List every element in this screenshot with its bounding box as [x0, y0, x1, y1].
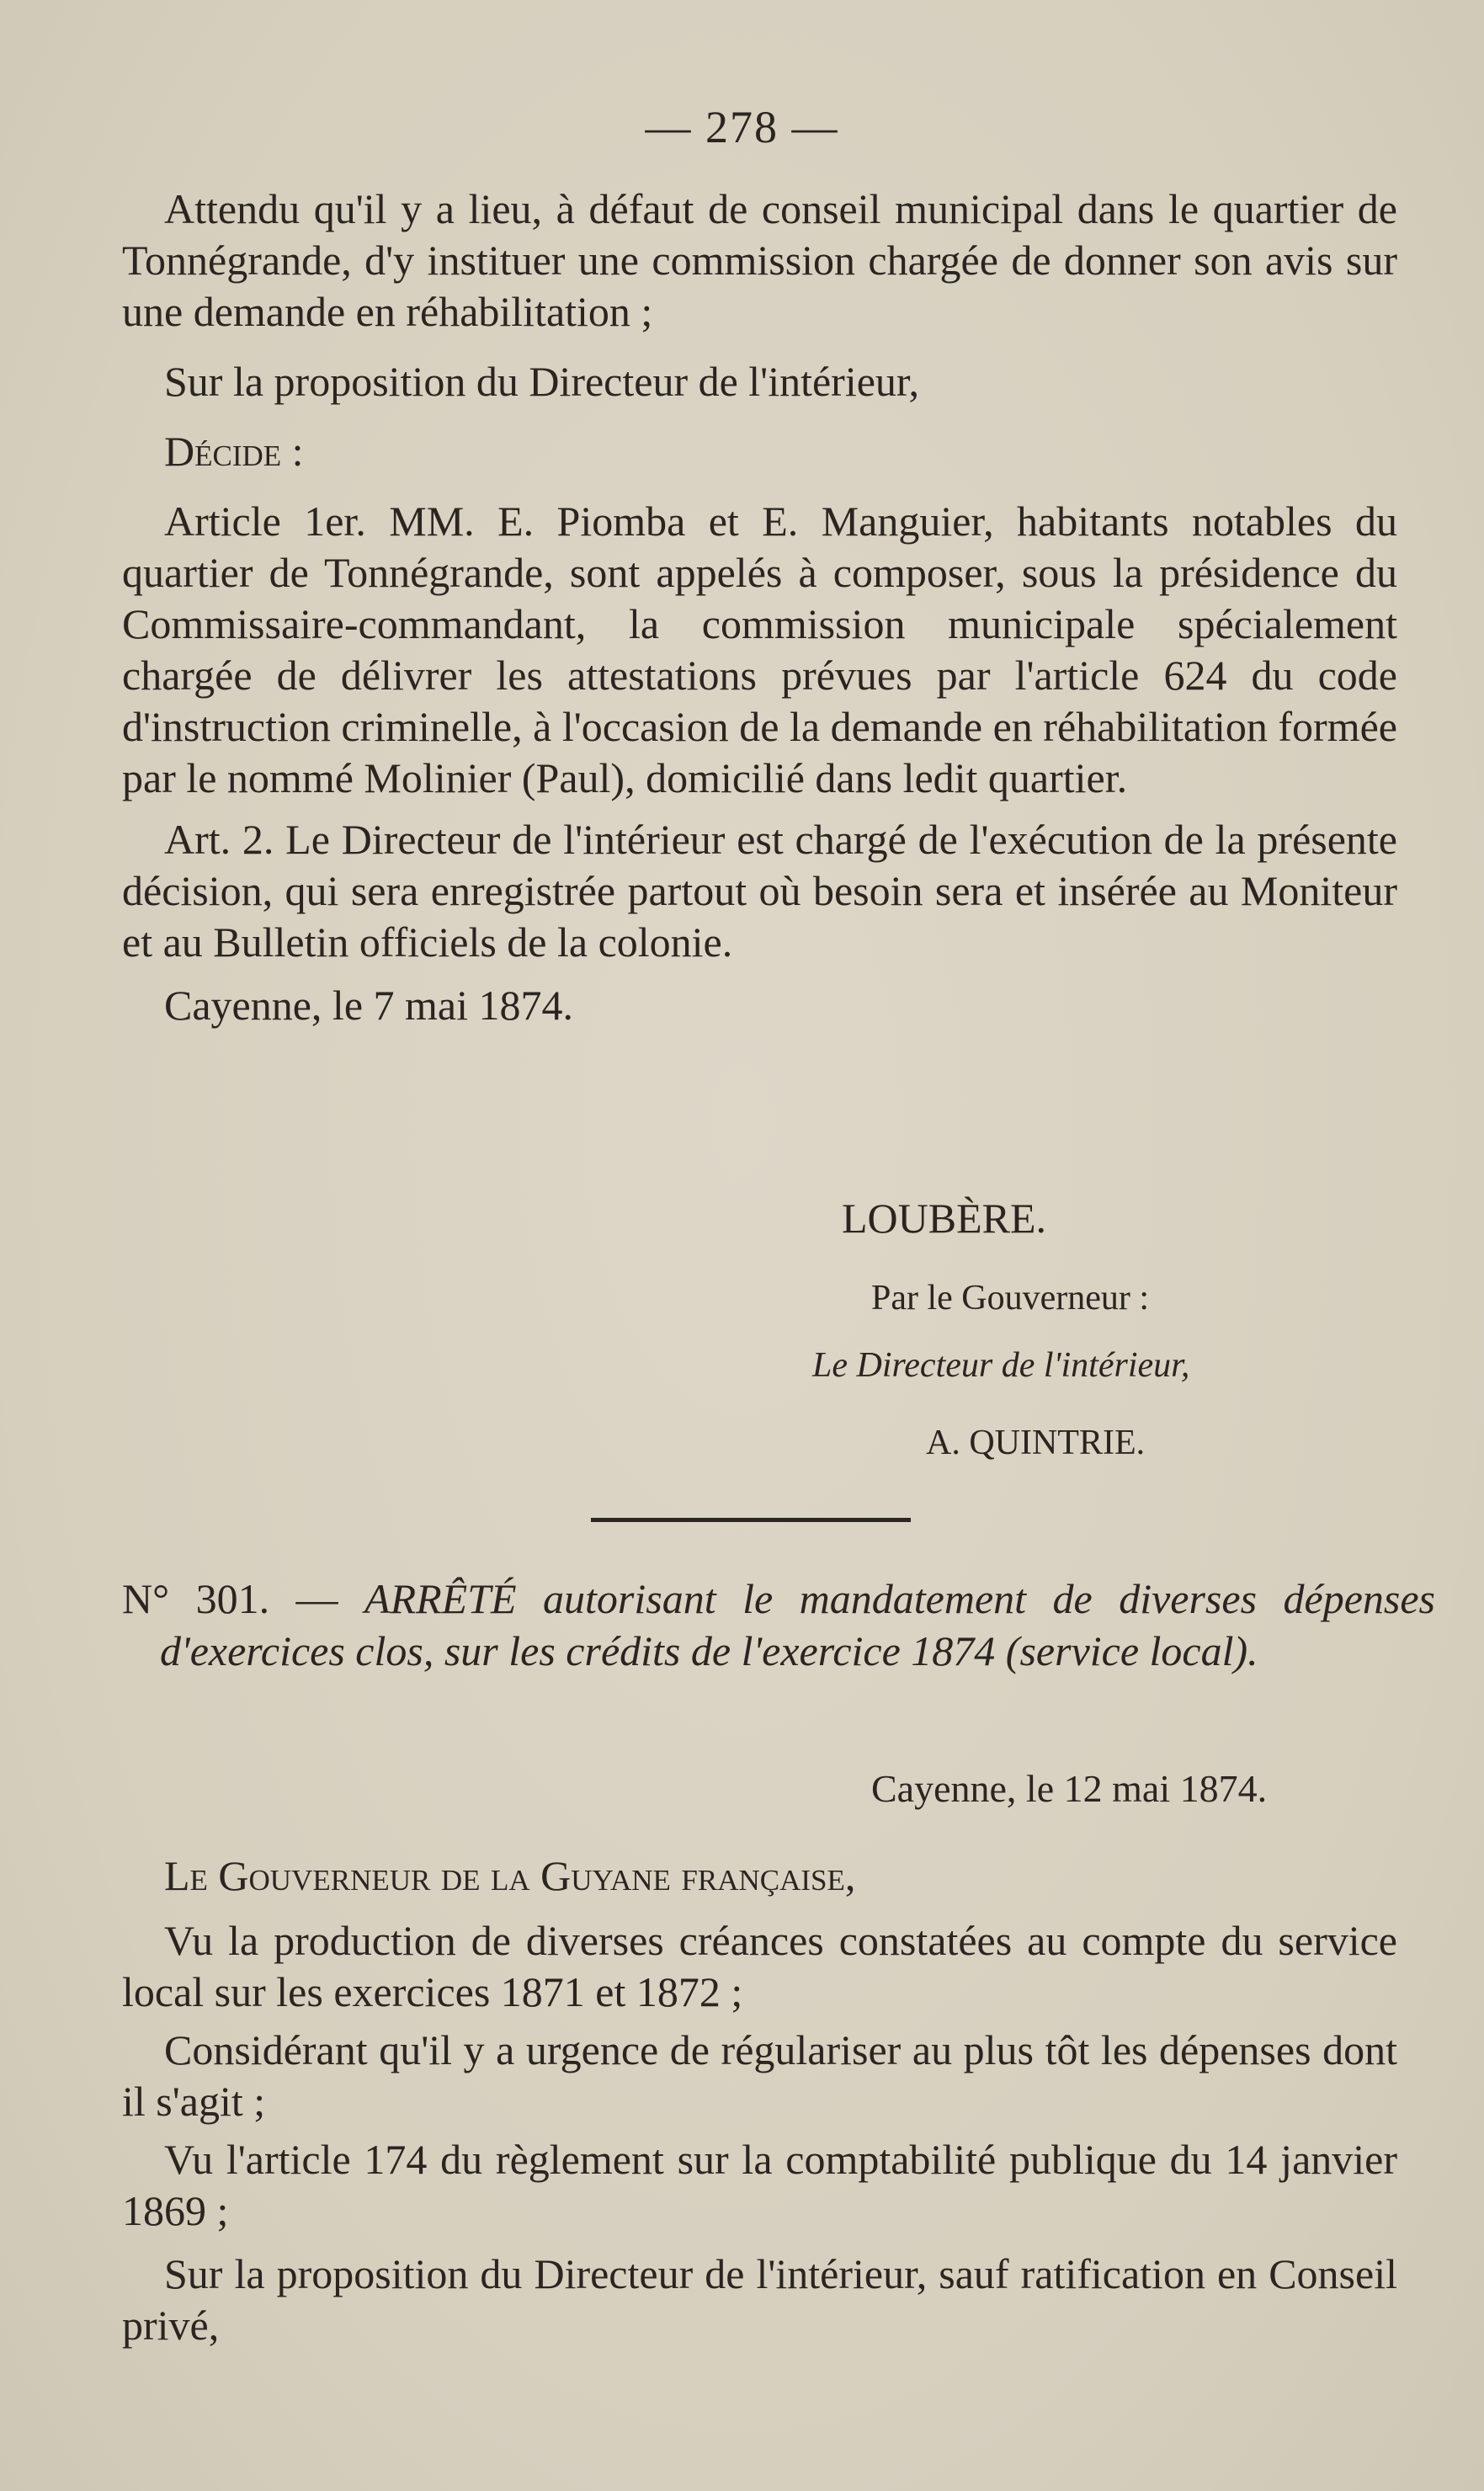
arrete-date: Cayenne, le 12 mai 1874. — [871, 1767, 1268, 1810]
vu-article: Vu l'article 174 du règlement sur la comptabilité publique du 14 janvier 1869 ; — [122, 2136, 1397, 2234]
article-2: Art. 2. Le Directeur de l'intérieur est chargé de l'exécution de la présente décision, qui sera enregistrée partout où besoin sera et insérée au Moniteur et au Bulletin officiels de la colonie. — [122, 816, 1397, 966]
sur-proposition: Sur la proposition du Directeur de l'intérieur, sauf ratification en Conseil privé, — [122, 2250, 1397, 2349]
paragraph-attendu: Attendu qu'il y a lieu, à défaut de conseil municipal dans le quartier de Tonnégrande, d'y instituer une commission chargée de donner son avis sur une demande en réhabilitation ; — [122, 185, 1397, 335]
decide-heading: Décide : — [164, 428, 304, 475]
signature-loubere: LOUBÈRE. — [842, 1195, 1047, 1242]
gouverneur-line: Le Gouverneur de la Guyane française, — [164, 1852, 856, 1899]
par-le-gouverneur: Par le Gouverneur : — [871, 1279, 1150, 1317]
vu-production: Vu la production de diverses créances constatées au compte du service local sur les exercices 1871 et 1872 ; — [122, 1917, 1397, 2015]
directeur-interieur: Le Directeur de l'intérieur, — [812, 1346, 1190, 1385]
article-1: Article 1er. MM. E. Piomba et E. Manguier, habitants notables du quartier de Tonnégrande, sont appelés à composer, sous la présidence du Commissaire-commandant, la commission municipale spécialement chargée de délivrer les attestations prévues par l'article 624 du code d'instruction criminelle, à l'occasion de la demande en réhabilitation formée par le nommé Molinier (Paul), domicilié dans ledit quartier. — [122, 498, 1397, 801]
arrete-heading: ARRÊTÉ autorisant le mandatement de diverses dépenses d'exercices clos, sur les crédits de l'exercice 1874 (service local). — [160, 1575, 1436, 1674]
arrete-title — [122, 1573, 1435, 1677]
arrete-number: N° 301. — — [122, 1575, 338, 1622]
section-divider — [591, 1518, 911, 1522]
section-arrete — [122, 1850, 1397, 2351]
signature-quintrie: A. QUINTRIE. — [926, 1424, 1146, 1462]
paragraph-proposition: Sur la proposition du Directeur de l'intérieur, — [164, 358, 920, 405]
decision-date: Cayenne, le 7 mai 1874. — [164, 982, 573, 1029]
page-number: — 278 — — [645, 102, 839, 152]
section-decision — [122, 184, 1397, 1031]
considerant: Considérant qu'il y a urgence de régulariser au plus tôt les dépenses dont il s'agit ; — [122, 2026, 1397, 2125]
